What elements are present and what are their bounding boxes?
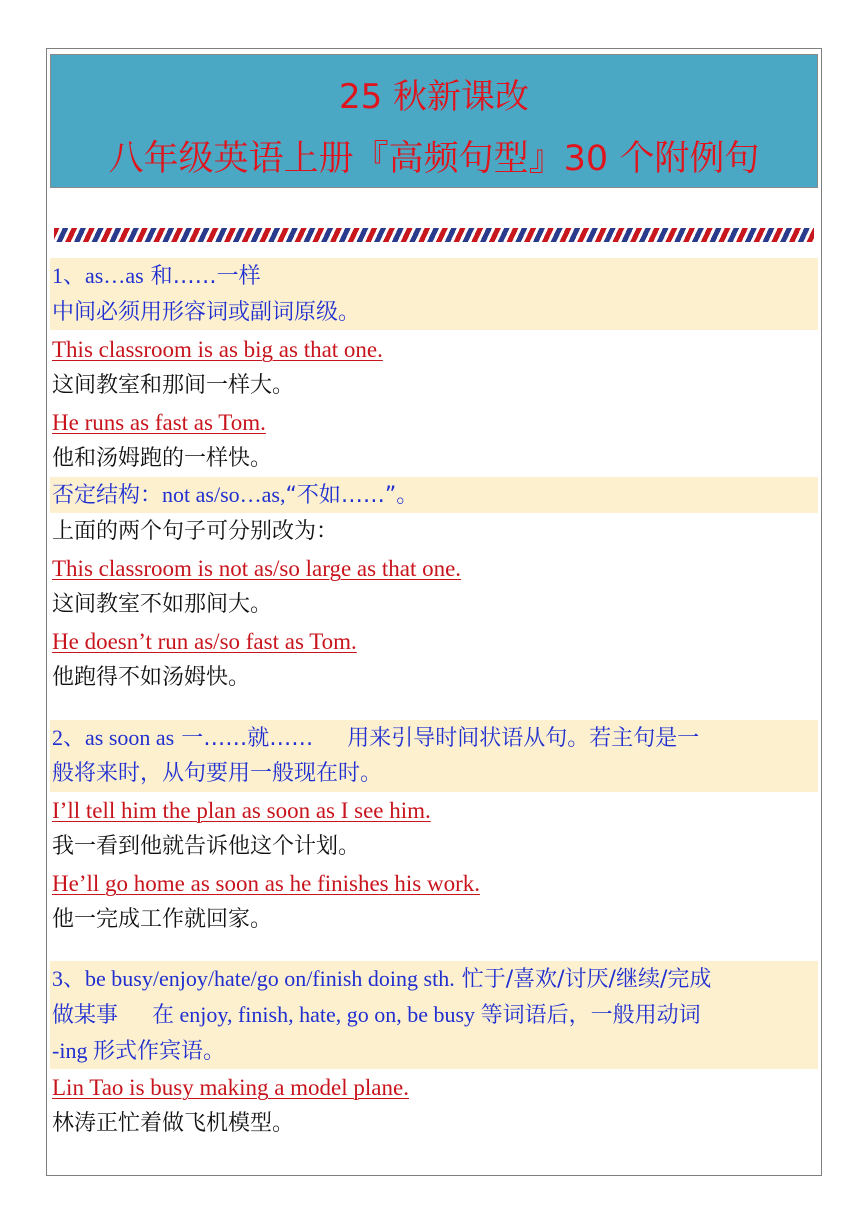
example-sentence-en: This classroom is not as/so large as that one. [52, 556, 462, 581]
example-translation-zh: 他跑得不如汤姆快。 [52, 665, 251, 690]
section-1-heading: 1、as…as 和……一样 [52, 263, 261, 289]
example-sentence-en: He doesn’t run as/so fast as Tom. [52, 629, 357, 654]
example-translation-zh: 他一完成工作就回家。 [52, 907, 273, 932]
section-2-heading: 2、as soon as 一……就…… 用来引导时间状语从句。若主句是一 [52, 725, 700, 751]
title-line-2: 八年级英语上册『高频句型』30 个附例句 [108, 139, 760, 179]
example-sentence-en: He’ll go home as soon as he finishes his work. [52, 871, 480, 896]
example-sentence-en: I’ll tell him the plan as soon as I see him. [52, 798, 431, 823]
example-sentence-en: This classroom is as big as that one. [52, 337, 383, 362]
title-banner [50, 54, 818, 188]
example-translation-zh: 这间教室不如那间大。 [52, 592, 273, 617]
section-2-note: 般将来时，从句要用一般现在时。 [52, 761, 383, 786]
example-translation-zh: 他和汤姆跑的一样快。 [52, 446, 273, 471]
example-translation-zh: 林涛正忙着做飞机模型。 [52, 1111, 295, 1136]
example-sentence-en: Lin Tao is busy making a model plane. [52, 1075, 409, 1100]
section-3-note-cont: -ing 形式作宾语。 [52, 1038, 225, 1064]
example-translation-zh: 这间教室和那间一样大。 [52, 373, 295, 398]
negative-intro: 上面的两个句子可分别改为： [52, 519, 339, 544]
section-1-note: 中间必须用形容词或副词原级。 [52, 300, 361, 325]
negative-structure-note: 否定结构：not as/so…as,“不如……”。 [52, 482, 419, 508]
airmail-stripe-divider [54, 228, 814, 242]
title-line-1: 25 秋新课改 [338, 77, 530, 117]
section-3-note: 做某事 在 enjoy, finish, hate, go on, be busy 等词语后，一般用动词 [52, 1002, 701, 1028]
example-translation-zh: 我一看到他就告诉他这个计划。 [52, 834, 361, 859]
section-3-heading: 3、be busy/enjoy/hate/go on/finish doing sth. 忙于/喜欢/讨厌/继续/完成 [52, 966, 712, 992]
example-sentence-en: He runs as fast as Tom. [52, 410, 266, 435]
